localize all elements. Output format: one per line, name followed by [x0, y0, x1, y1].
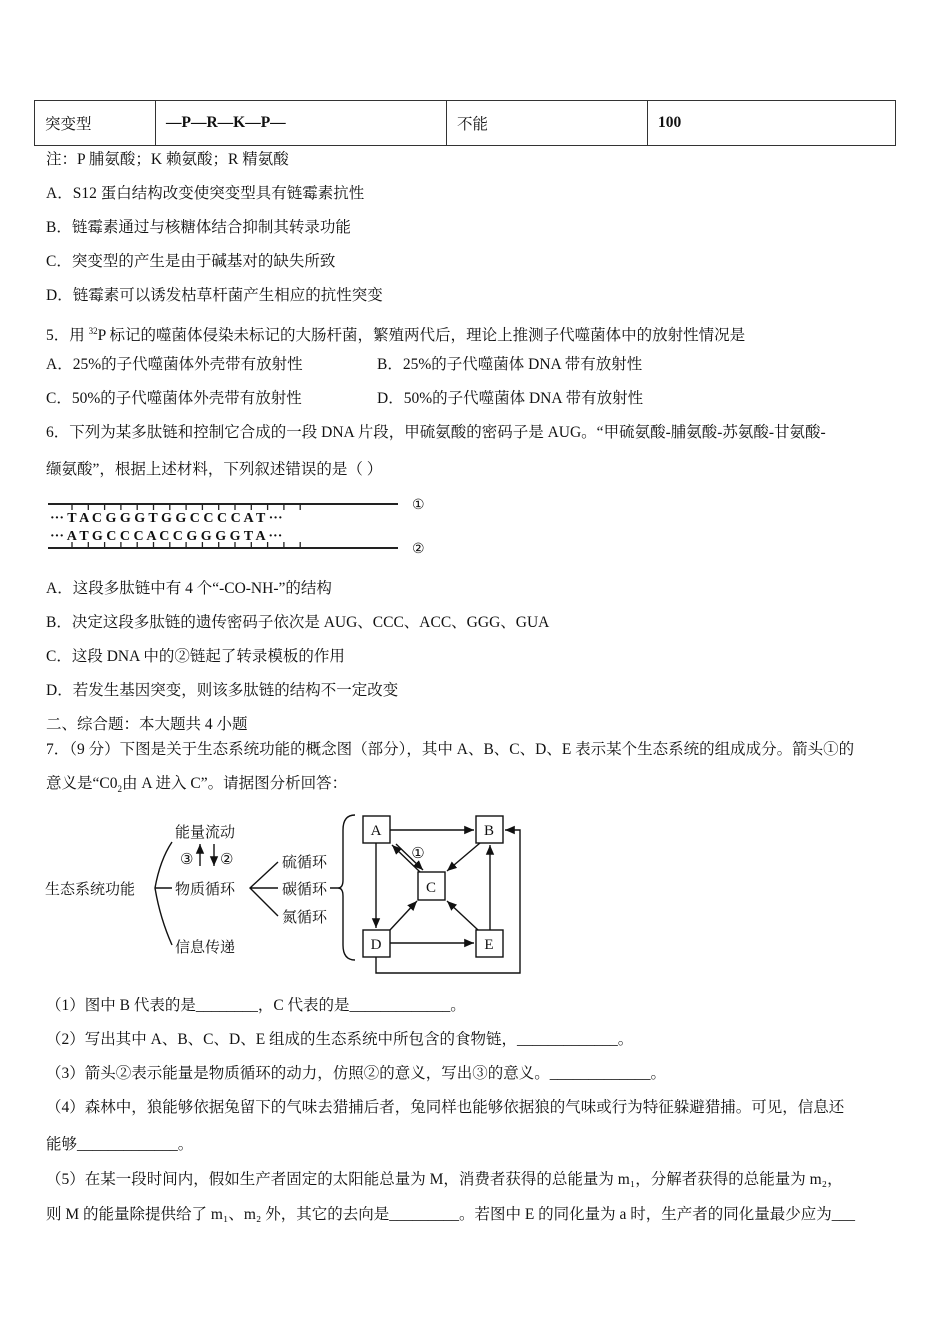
- cell-survival: 100: [648, 101, 896, 146]
- q7-sub1: （1）图中 B 代表的是________，C 代表的是_____________。: [46, 997, 466, 1014]
- q7-sub5-line1: （5）在某一段时间内，假如生产者固定的太阳能总量为 M，消费者获得的总能量为 m₁，分解者获得的总能量为 m₂，: [46, 1171, 843, 1188]
- q5-option-a: A．25%的子代噬菌体外壳带有放射性: [46, 356, 303, 373]
- arrow-b-c: [447, 843, 480, 871]
- node-b: B: [483, 823, 495, 839]
- q7-sub4-line2: 能够_____________。: [46, 1136, 194, 1153]
- ecosystem-concept-diagram: [0, 800, 560, 985]
- q5-stem: [46, 321, 745, 346]
- node-d: D: [370, 937, 382, 953]
- q7-sub5-line2: 则 M 的能量除提供给了 m₁、m₂ 外，其它的去向是_________。若图中 E 的同化量为 a 时，生产者的同化量最少应为___: [46, 1206, 856, 1223]
- q6-stem-line2: 缬氨酸”，根据上述材料，下列叙述错误的是（ ）: [46, 461, 383, 478]
- q4-option-c: C．突变型的产生是由于碱基对的缺失所致: [46, 253, 336, 270]
- q6-option-d: D．若发生基因突变，则该多肽链的结构不一定改变: [46, 682, 399, 699]
- brace-carbon: [330, 815, 355, 960]
- node-a: A: [370, 823, 382, 839]
- q5-isotope: 32: [88, 326, 98, 336]
- cell-binding: 不能: [447, 101, 648, 146]
- strand2-label: ②: [412, 542, 425, 557]
- q6-option-a: A．这段多肽链中有 4 个“-CO-NH-”的结构: [46, 580, 332, 597]
- energy-flow-label: 能量流动: [175, 825, 236, 841]
- node-e: E: [484, 937, 494, 953]
- mutant-table-row: [34, 100, 896, 146]
- section-heading: 二、综合题：本大题共 4 小题: [46, 716, 248, 733]
- arrow-e-c: [447, 901, 478, 930]
- strand1-label: ①: [412, 498, 425, 513]
- arrow2-label: ②: [220, 852, 234, 868]
- q4-option-a: A．S12 蛋白结构改变使突变型具有链霉素抗性: [46, 185, 365, 202]
- q5-option-b: B．25%的子代噬菌体 DNA 带有放射性: [377, 356, 643, 373]
- q6-stem-line1: 6．下列为某多肽链和控制它合成的一段 DNA 片段，甲硫氨酸的密码子是 AUG。“甲硫氨酸-脯氨酸-苏氨酸-甘氨酸-: [46, 424, 826, 441]
- node-c: C: [425, 880, 437, 896]
- arrow-d-c: [390, 901, 417, 930]
- brace-main: [155, 842, 172, 945]
- carbon-cycle-label: 碳循环: [282, 882, 328, 898]
- strand2-sequence: ··· A T G C C C A C C G G G G T A ···: [50, 529, 283, 544]
- arrow1-label: ①: [411, 846, 425, 862]
- strand1-sequence: ··· T A C G G G T G G C C C C A T ···: [50, 511, 283, 526]
- nitrogen-cycle-label: 氮循环: [282, 910, 328, 926]
- q4-option-b: B．链霉素通过与核糖体结合抑制其转录功能: [46, 219, 351, 236]
- material-cycle-label: 物质循环: [175, 882, 236, 898]
- q6-option-c: C．这段 DNA 中的②链起了转录模板的作用: [46, 648, 345, 665]
- info-transfer-label: 信息传递: [175, 940, 236, 956]
- dna-fragment-figure: [40, 490, 440, 560]
- q5-number: 5．用: [46, 327, 89, 345]
- q4-option-d: D．链霉素可以诱发枯草杆菌产生相应的抗性突变: [46, 287, 383, 304]
- table-note: 注：P 脯氨酸；K 赖氨酸；R 精氨酸: [46, 151, 289, 168]
- q7-stem-part2: 由 A 进入 C”。请据图分析回答：: [121, 775, 348, 792]
- q7-sub4-line1: （4）森林中，狼能够依据兔留下的气味去猎捕后者，兔同样也能够依据狼的气味或行为特征躲避猎捕。可见，信息还: [46, 1099, 845, 1116]
- q7-stem-line2: [46, 774, 347, 799]
- q5-option-c: C．50%的子代噬菌体外壳带有放射性: [46, 390, 302, 407]
- q7-stem-part: 意义是“C0: [46, 775, 118, 792]
- brace-cycles: [250, 862, 278, 916]
- sulfur-cycle-label: 硫循环: [282, 855, 328, 871]
- q5-option-d: D．50%的子代噬菌体 DNA 带有放射性: [377, 390, 644, 407]
- cell-sequence: —P—R—K—P—: [156, 101, 447, 146]
- arrow3-label: ③: [180, 852, 194, 868]
- q5-text: P 标记的噬菌体侵染未标记的大肠杆菌，繁殖两代后，理论上推测子代噬菌体中的放射性情况是: [97, 327, 746, 345]
- root-label: 生态系统功能: [45, 882, 136, 898]
- q6-option-b: B．决定这段多肽链的遗传密码子依次是 AUG、CCC、ACC、GGG、GUA: [46, 614, 550, 631]
- cell-type: 突变型: [35, 101, 156, 146]
- q7-stem-line1: 7．（9 分）下图是关于生态系统功能的概念图（部分），其中 A、B、C、D、E 表示某个生态系统的组成成分。箭头①的: [46, 741, 855, 758]
- q7-sub2: （2）写出其中 A、B、C、D、E 组成的生态系统中所包含的食物链，_____________。: [46, 1031, 634, 1048]
- q7-sub3: （3）箭头②表示能量是物质循环的动力，仿照②的意义，写出③的意义。_____________。: [46, 1065, 667, 1082]
- q7-subscript: 2: [117, 784, 122, 795]
